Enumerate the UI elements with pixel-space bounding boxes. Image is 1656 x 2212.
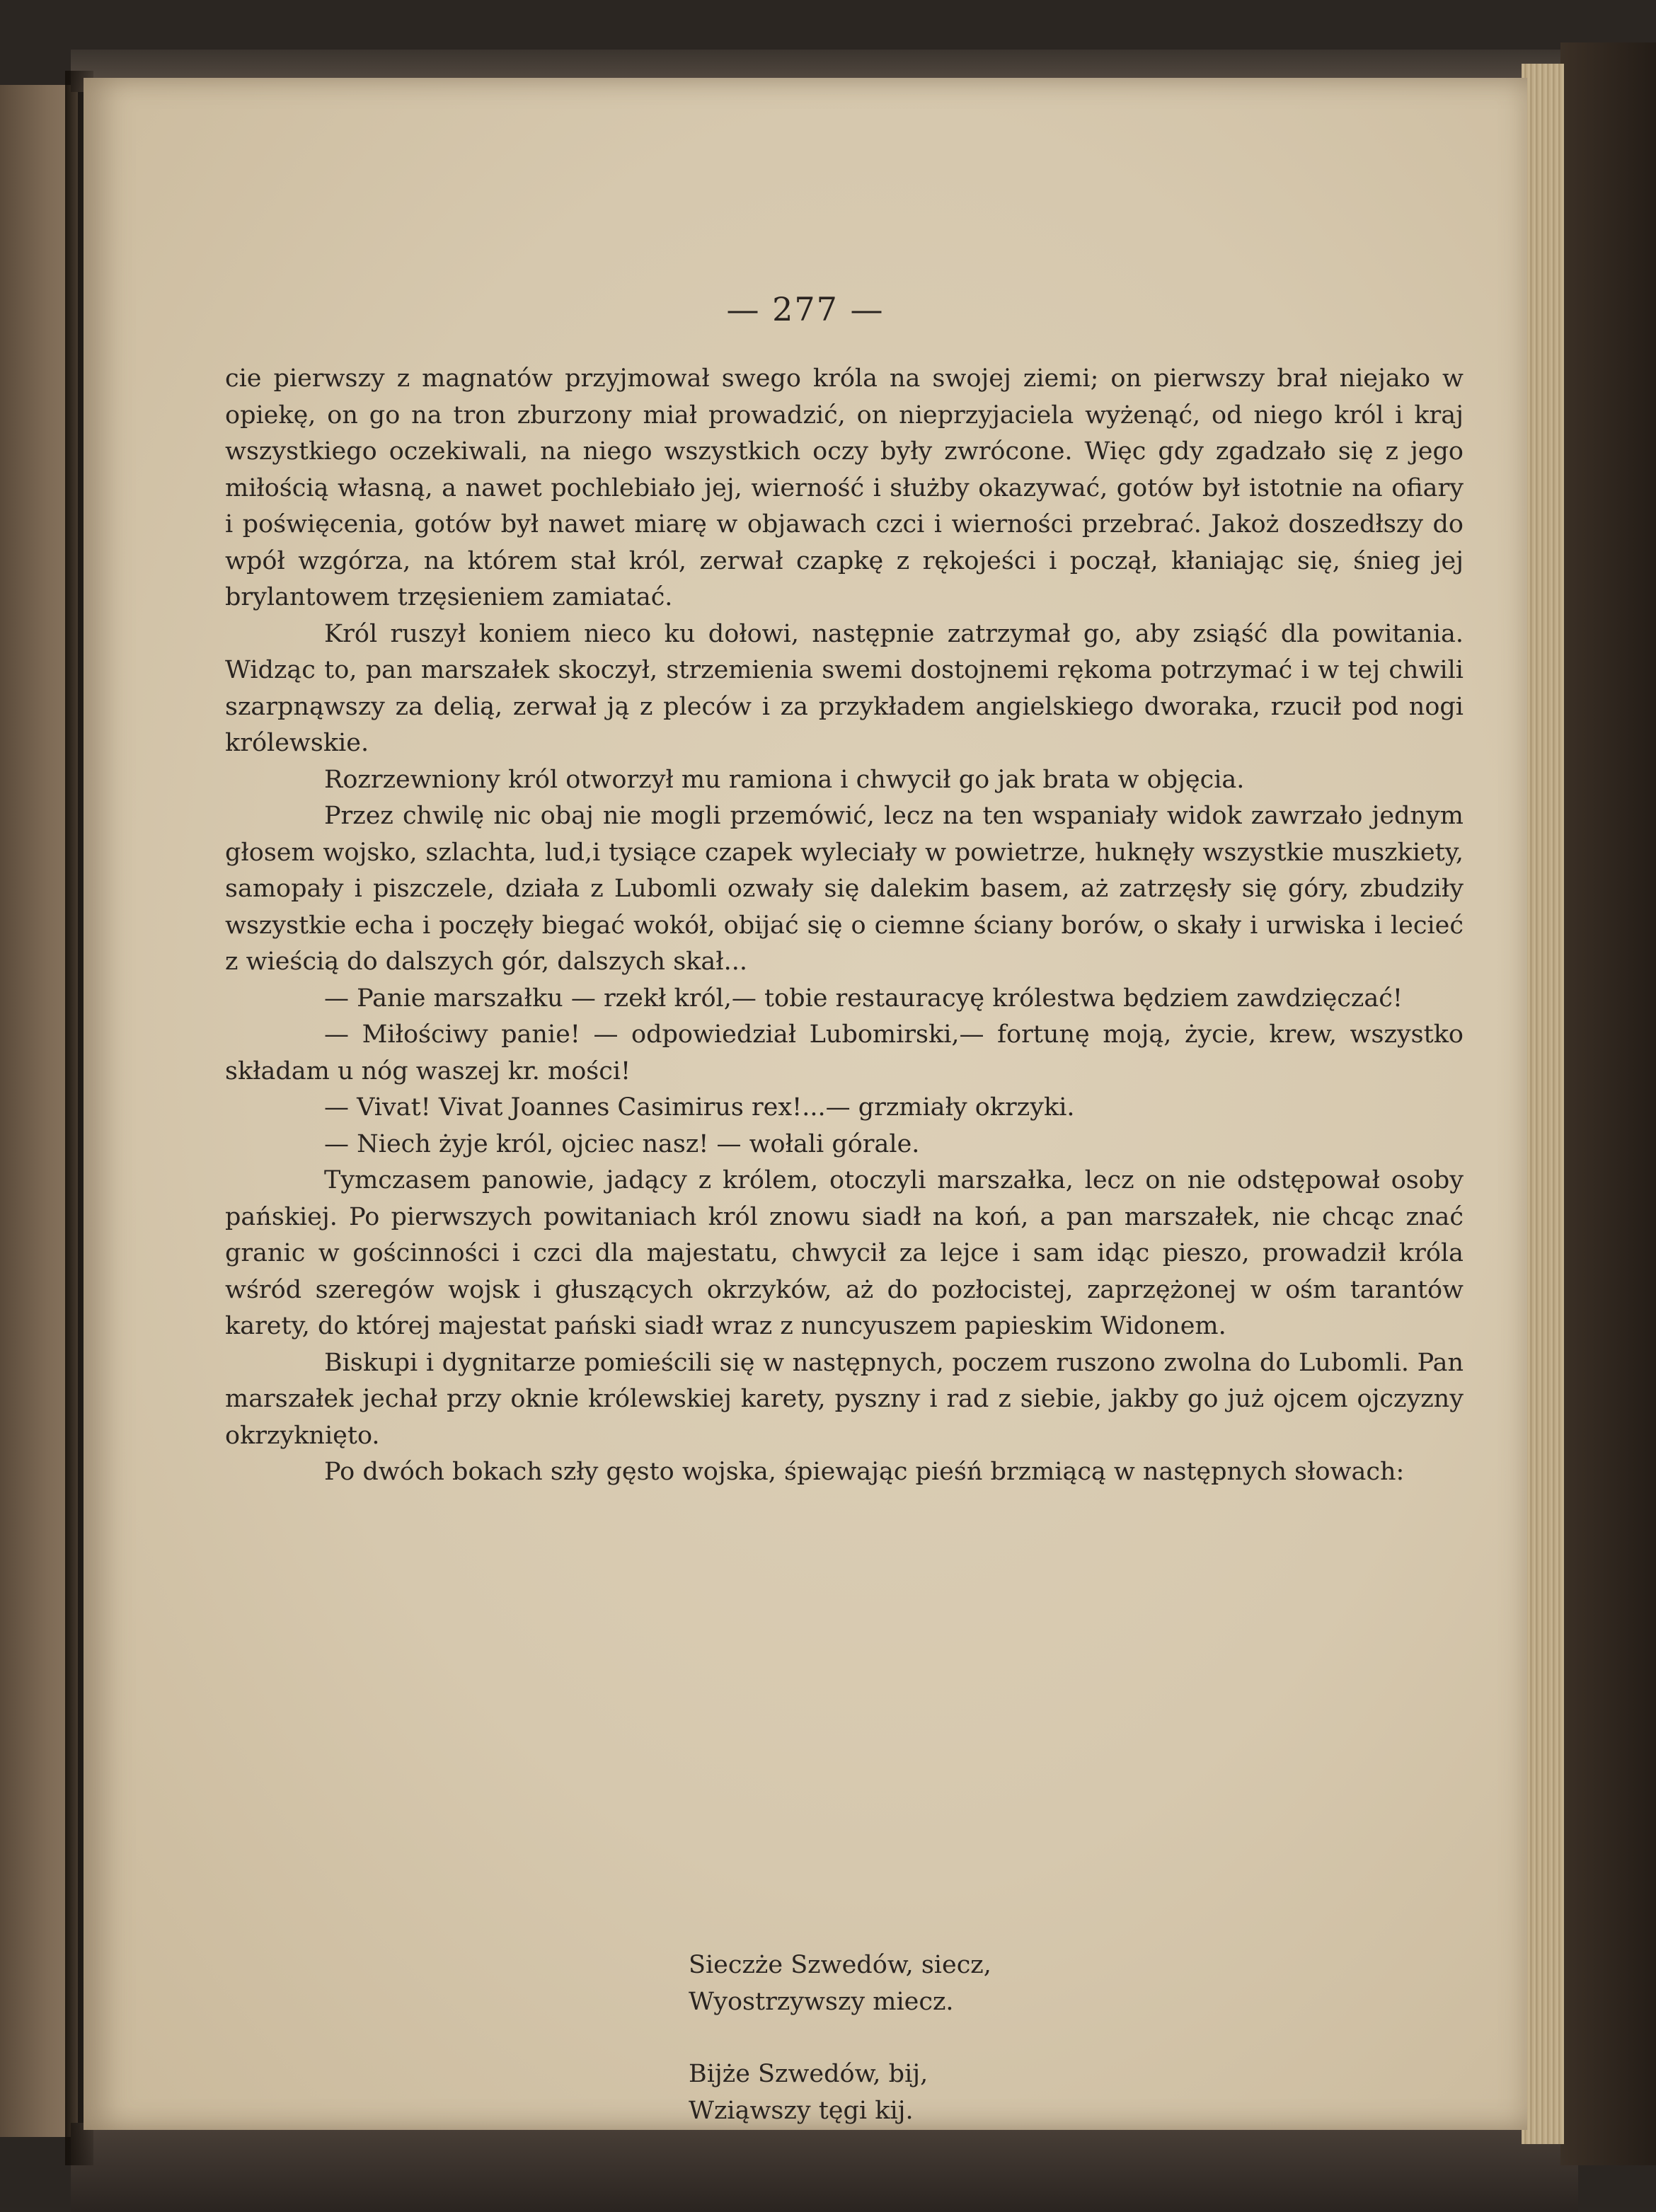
verse-line: Bijże Szwedów, bij,	[689, 2060, 928, 2088]
paragraph: Biskupi i dygnitarze pomieścili się w następnych, poczem ruszono zwolna do Lubomli. Pan marszałek jechał przy oknie królewskiej karety, pyszny i rad z siebie, jakby go już ojcem ojczyzny okrzyknięto.	[225, 1348, 1464, 1450]
stanza	[689, 1947, 991, 2020]
verse-line: Wyostrzywszy miecz.	[689, 1987, 954, 2016]
paragraph: Przez chwilę nic obaj nie mogli przemówić, lecz na ten wspaniały widok zawrzało jednym głosem wojsko, szlachta, lud,i tysiące czapek wyleciały w powietrze, huknęły wszystkie muszkiety, samopały i piszczele, działa z Lubomli ozwały się dalekim basem, aż zatrzęsły się góry, zbudziły wszystkie echa i poczęły biegać wokół, obijać się o ciemne ściany borów, o skały i urwiska i lecieć z wieścią do dalszych gór, dalszych skał...	[225, 802, 1464, 976]
body-text	[225, 361, 1464, 1491]
paragraph: Król ruszył koniem nieco ku dołowi, następnie zatrzymał go, aby zsiąść dla powitania. Widząc to, pan marszałek skoczył, strzemienia swemi dostojnemi rękoma potrzymać i w tej chwili szarpnąwszy za delią, zerwał ją z pleców i za przykładem angielskiego dworaka, rzucił pod nogi królewskie.	[225, 619, 1464, 757]
dialogue-line: — Vivat! Vivat Joannes Casimirus rex!...— grzmiały okrzyki.	[324, 1093, 1075, 1122]
dialogue-line: — Miłościwy panie! — odpowiedział Lubomirski,— fortunę moją, życie, krew, wszystko składam u nóg waszej kr. mości!	[225, 1020, 1464, 1085]
stanza	[689, 2056, 991, 2129]
paragraph: Po dwóch bokach szły gęsto wojska, śpiewając pieśń brzmiącą w następnych słowach:	[324, 1458, 1405, 1486]
dialogue-line: — Niech żyje król, ojciec nasz! — wołali górale.	[324, 1129, 920, 1158]
book-cover-right	[1560, 42, 1656, 2165]
paragraph: cie pierwszy z magnatów przyjmował swego króla na swojej ziemi; on pierwszy brał niejako w opiekę, on go na tron zburzony miał prowadzić, on nieprzyjaciela wyżenąć, od niego król i kraj wszystkiego oczekiwali, na niego wszystkich oczy były zwrócone. Więc gdy zgadzało się z jego miłością własną, a nawet pochlebiało jej, wierność i służby okazywać, gotów był istotnie na ofiary i poświęcenia, gotów był nawet miarę w objawach czci i wierności przebrać. Jakoż doszedłszy do wpół wzgórza, na którem stał król, zerwał czapkę z rękojeści i począł, kłaniając się, śnieg jej brylantowem trzęsieniem zamiatać.	[225, 364, 1464, 611]
page-stack-edge	[1522, 64, 1564, 2144]
paragraph: Rozrzewniony król otworzył mu ramiona i chwycił go jak brata w objęcia.	[324, 765, 1245, 794]
song-verse	[689, 1947, 991, 2165]
page-number: — 277 —	[726, 290, 885, 328]
paragraph: Tymczasem panowie, jadący z królem, otoczyli marszałka, lecz on nie odstępował osoby pańskiej. Po pierwszych powitaniach król znowu siadł na koń, a pan marszałek, nie chcąc znać granic w gościnności i czci dla majestatu, chwycił za lejce i sam idąc pieszo, prowadził króla wśród szeregów wojsk i głuszących okrzyków, aż do pozłocistej, zaprzężonej w ośm tarantów karety, do której majestat pański siadł wraz z nuncyuszem papieskim Widonem.	[225, 1166, 1464, 1340]
dialogue-line: — Panie marszałku — rzekł król,— tobie restauracyę królestwa będziem zawdzięczać!	[324, 984, 1403, 1013]
verse-line: Sieczże Szwedów, siecz,	[689, 1951, 991, 1979]
verse-line: Wziąwszy tęgi kij.	[689, 2096, 914, 2125]
book-page	[84, 78, 1527, 2130]
